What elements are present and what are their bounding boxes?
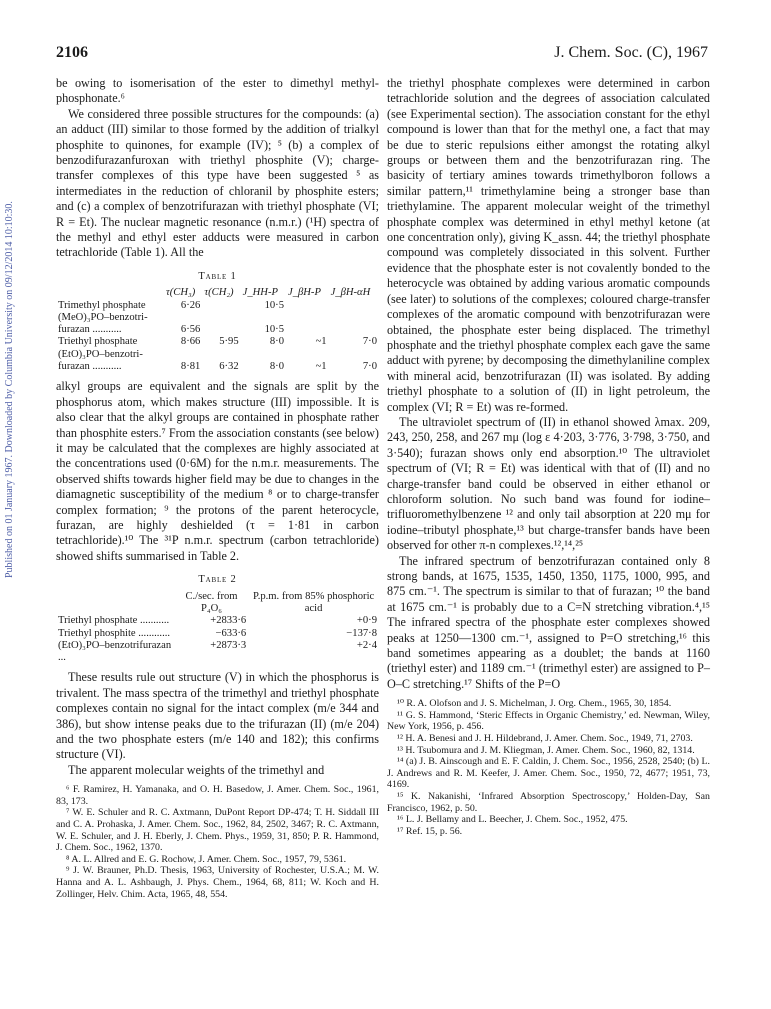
table-1-cell <box>164 312 202 324</box>
table-2-cell: Triethyl phosphite ............ <box>58 627 171 639</box>
table-1-cell: 10·5 <box>264 324 284 336</box>
table-1-cell <box>286 349 329 361</box>
table-1-cell <box>329 349 379 361</box>
table-2-cell: −633·6 <box>215 627 247 639</box>
table-2-header: P.p.m. from 85% phosphoric acid <box>252 590 375 614</box>
table-1-cell: furazan ........... <box>58 361 122 373</box>
table-1-cell <box>286 300 329 312</box>
table-1-header: J_βH-P <box>288 287 321 299</box>
table-1-cell <box>202 300 240 312</box>
table-1-cell <box>329 312 379 324</box>
table-1-header <box>56 287 164 299</box>
footnote: ¹¹ G. S. Hammond, ‘Steric Effects in Organic Chemistry,’ ed. Newman, Wiley, New York, 1956, p. 456. <box>387 709 710 733</box>
download-watermark: Published on 01 January 1967. Downloaded by Columbia University on 09/12/2014 10:10:30. <box>4 201 15 579</box>
table-1 <box>56 287 379 373</box>
table-1-cell <box>202 349 240 361</box>
left-paragraph-1: be owing to isomerisation of the ester to dimethyl methyl-phosphonate.⁶ <box>56 76 379 106</box>
footnote: ⁸ A. L. Allred and E. G. Rochow, J. Amer. Chem. Soc., 1957, 79, 5361. <box>66 853 347 865</box>
journal-citation: J. Chem. Soc. (C), 1967 <box>554 44 708 61</box>
table-2 <box>56 591 379 665</box>
left-footnotes <box>56 784 379 900</box>
table-2-header <box>56 591 175 616</box>
table-1-cell: (MeO)₃PO–benzotri- <box>58 311 148 323</box>
footnote: ¹³ H. Tsubomura and J. M. Kliegman, J. Amer. Chem. Soc., 1960, 82, 1314. <box>397 744 695 756</box>
table-1-cell: 8·0 <box>269 336 284 348</box>
table-1-cell <box>329 300 379 312</box>
table-1-row <box>56 361 379 373</box>
table-2-caption: Table 2 <box>198 574 237 586</box>
table-1-row <box>56 312 379 324</box>
table-2-body <box>56 615 379 664</box>
left-column <box>56 76 379 900</box>
table-1-header: τ(CH₃) <box>165 287 196 299</box>
page-header <box>56 44 708 66</box>
table-2-header-row <box>56 591 379 616</box>
table-1-body <box>56 300 379 374</box>
table-1-header: J_βH-αH <box>330 287 371 299</box>
table-1-cell <box>241 349 286 361</box>
table-1-cell <box>286 324 329 336</box>
table-2-row <box>56 640 379 665</box>
footnote: ¹⁶ L. J. Bellamy and L. Beecher, J. Chem. Soc., 1952, 475. <box>397 814 628 826</box>
table-1-cell: 6·56 <box>180 324 201 336</box>
table-1-row <box>56 349 379 361</box>
footnote: ¹⁷ Ref. 15, p. 56. <box>397 825 463 837</box>
table-1-cell: 7·0 <box>362 336 377 348</box>
table-1-cell: ~1 <box>315 361 327 373</box>
footnote: ⁹ J. W. Brauner, Ph.D. Thesis, 1963, University of Rochester, U.S.A.; M. W. Hanna and A. L. Ashbaugh, J. Phys. Chem., 1964, 68, 811; W. Koch and H. Zollinger, Helv. Chim. Acta, 1965, 48, 554. <box>56 865 379 900</box>
right-footnotes <box>387 698 710 837</box>
table-1-cell: 6·26 <box>180 299 201 311</box>
table-2-cell: −137·8 <box>346 627 377 639</box>
table-1-cell: Triethyl phosphate <box>58 336 138 348</box>
table-1-caption: Table 1 <box>198 270 237 282</box>
footnote: ¹⁵ K. Nakanishi, ‘Infrared Absorption Spectroscopy,’ Holden-Day, San Francisco, 1962, p. 50. <box>387 791 710 814</box>
table-1-cell: 8·0 <box>269 361 284 373</box>
footnote: ¹⁴ (a) J. B. Ainscough and E. F. Caldin, J. Chem. Soc., 1956, 2528, 2540; (b) L. J. Andrews and R. M. Keefer, J. Amer. Chem. Soc., 1950, 72, 4677; 1951, 73, 4169. <box>387 756 710 791</box>
table-2-cell: +2873·3 <box>210 639 247 651</box>
table-1-header: J_HH-P <box>242 287 278 299</box>
table-1-cell: 5·95 <box>219 336 239 348</box>
table-2-row <box>56 615 379 627</box>
footnote: ⁷ W. E. Schuler and R. C. Axtmann, DuPont Report DP-474; T. H. Siddall III and C. A. Prohaska, J. Amer. Chem. Soc., 1962, 84, 2502, 3467; R. C. Axtmann, W. E. Schuler, and J. H. Eberly, J. Chem. Phys., 1959, 31, 850; P. R. Hammond, J. Chem. Soc., 1962, 1370. <box>56 807 379 854</box>
table-1-row <box>56 324 379 336</box>
table-1-cell: 6·32 <box>219 361 239 373</box>
footnote: ⁶ F. Ramirez, H. Yamanaka, and O. H. Basedow, J. Amer. Chem. Soc., 1961, 83, 173. <box>56 784 379 807</box>
table-2-header: C./sec. from P₄O₆ <box>185 590 238 614</box>
footnote: ¹² H. A. Benesi and J. H. Hildebrand, J. Amer. Chem. Soc., 1949, 71, 2703. <box>397 733 693 745</box>
right-paragraph-2: The ultraviolet spectrum of (II) in ethanol showed λmax. 209, 243, 250, 258, and 267 mμ (log ε 4·203, 3·776, 3·798, 3·750, and 3·540); furazan shows only end absorption.¹⁰ The ultraviolet spectrum of (VI; R = Et) was identical with that of (II) and no charge-transfer band could be observed in either ethanol or chloroform solution. No such band was found for iodine–trifluoromethylbenzene ¹² and only tail absorption at 220 mμ for iodine–tributyl phosphate,¹³ but charge-transfer bands have been observed for other π-n complexes.¹²,¹⁴,²⁵ <box>387 414 710 553</box>
table-1-cell: furazan ........... <box>58 324 122 336</box>
right-column <box>387 76 710 837</box>
table-1-cell: 8·81 <box>180 361 201 373</box>
table-1-cell <box>202 312 240 324</box>
table-2-cell: +2·4 <box>356 639 377 651</box>
table-1-cell: 10·5 <box>264 299 284 311</box>
table-1-cell <box>329 324 379 336</box>
table-2-row <box>56 628 379 640</box>
footnote: ¹⁰ R. A. Olofson and J. S. Michelman, J. Org. Chem., 1965, 30, 1854. <box>397 698 672 710</box>
right-paragraph-1: the triethyl phosphate complexes were determined in carbon tetrachloride solution and the degrees of association calculated (see Experimental section). The association constant for the ethyl compound is lower than that for the methyl one, a fact that may be due to steric repulsions either amongst the rotating alkyl groups or between them and the benzotrifurazan ring. The basicity of tertiary amines towards trimethylboron follows a similar pattern,¹¹ trimethylamine being a stronger base than triethylamine. The apparent molecular weight of the trimethyl phosphate complex was determined in ethyl methyl ketone (at one concentration only), giving K_assn. 44; the triethyl phosphate compound was completely dissociated in this solvent. Further evidence that the phosphate ester is not covalently bonded to the heterocycle was obtained by adding various aromatic compounds (see later) to solutions of the complexes; coloured charge-transfer complexes of the aromatic compound with benzotrifurazan were obtained, the phosphate ester being displaced. The trimethyl phosphate and the triethyl phosphate complex each gave the same adduct with pyrene; by decomposing the dimethylaniline complex with mineral acid, benzotrifurazan (II) was isolated. By adding triethyl phosphate to a solution of (II) in light petroleum, the complex (VI; R = Et) was re-formed. <box>387 76 710 414</box>
table-1-header-row <box>56 287 379 299</box>
table-1-cell <box>241 312 286 324</box>
left-paragraph-4: These results rule out structure (V) in which the phosphorus is trivalent. The mass spectra of the trimethyl and triethyl phosphate complexes contain no signal for the intact complex (m/e 344 and 386), but show intense peaks due to the trifurazan (II) (m/e 204) and the two phosphate esters (m/e 140 and 182); this confirms structure (VI). <box>56 670 379 762</box>
table-1-cell: 8·66 <box>180 336 201 348</box>
page-number: 2106 <box>56 44 88 61</box>
left-paragraph-3: alkyl groups are equivalent and the signals are split by the phosphorus atom, which makes structure (III) impossible. It is also clear that the alkyl groups are contained in phosphate rather than phosphite esters.⁷ From the association constants (see below) it may be calculated that the complexes are highly associated at the concentrations used (0·6M) for the n.m.r. measurements. The observed shifts towards higher field may be due to changes in the diamagnetic susceptibility of the medium ⁸ or to charge-transfer complex formation; ⁹ the protons of the parent heterocycle, furazan, are highly deshielded (τ = 1·81 in carbon tetrachloride).¹⁰ The ³¹P n.m.r. spectrum (carbon tetrachloride) showed shifts summarised in Table 2. <box>56 379 379 563</box>
table-2-cell: +2833·6 <box>210 615 247 627</box>
left-paragraph-2: We considered three possible structures for the compounds: (a) an adduct (III) similar to those formed by the addition of trialkyl phosphite to quinones, for example (IV); ⁵ (b) a complex of benzodifurazanfuroxan with triethyl phosphite (V); charge-transfer complexes of this type have been suggested ⁵ as intermediates in the reduction of chloranil by phosphite esters; and (c) a complex of benzotrifurazan with triethyl phosphate (VI; R = Et). The nuclear magnetic resonance (n.m.r.) (¹H) spectra of the methyl and ethyl ester adducts were measured in carbon tetrachloride (Table 1). All the <box>56 106 379 260</box>
right-paragraph-3: The infrared spectrum of benzotrifurazan contained only 8 strong bands, at 1675, 1535, 1450, 1350, 1175, 1000, 995, and 875 cm.⁻¹. The spectrum is similar to that of furazan; ¹⁰ the band at 1675 cm.⁻¹ is probably due to a C=N stretching vibration.⁴,¹⁵ The infrared spectra of the phosphate ester complexes showed peaks at 1250—1300 cm.⁻¹, assigned to P=O stretching,¹⁶ this band sometimes appearing as a doublet; the bands at 1160 (triethyl ester) and 1189 cm.⁻¹ (trimethyl ester) are assigned to P–O–C stretching.¹⁷ Shifts of the P=O <box>387 553 710 691</box>
table-2-cell: Triethyl phosphate ........... <box>58 615 170 627</box>
table-1-cell: ~1 <box>315 336 327 348</box>
table-1-cell: (EtO)₃PO–benzotri- <box>58 348 143 360</box>
table-2-cell: (EtO)₃PO–benzotrifurazan ... <box>58 639 172 664</box>
table-2-cell: +0·9 <box>356 615 377 627</box>
table-1-row <box>56 300 379 312</box>
table-1-cell <box>202 324 240 336</box>
left-paragraph-5: The apparent molecular weights of the trimethyl and <box>68 762 325 777</box>
table-1-cell <box>164 349 202 361</box>
table-1-row <box>56 336 379 348</box>
table-1-header: τ(CH₂) <box>204 287 234 299</box>
table-1-cell <box>286 312 329 324</box>
table-1-cell: 7·0 <box>362 361 377 373</box>
table-1-cell: Trimethyl phosphate <box>58 299 146 311</box>
